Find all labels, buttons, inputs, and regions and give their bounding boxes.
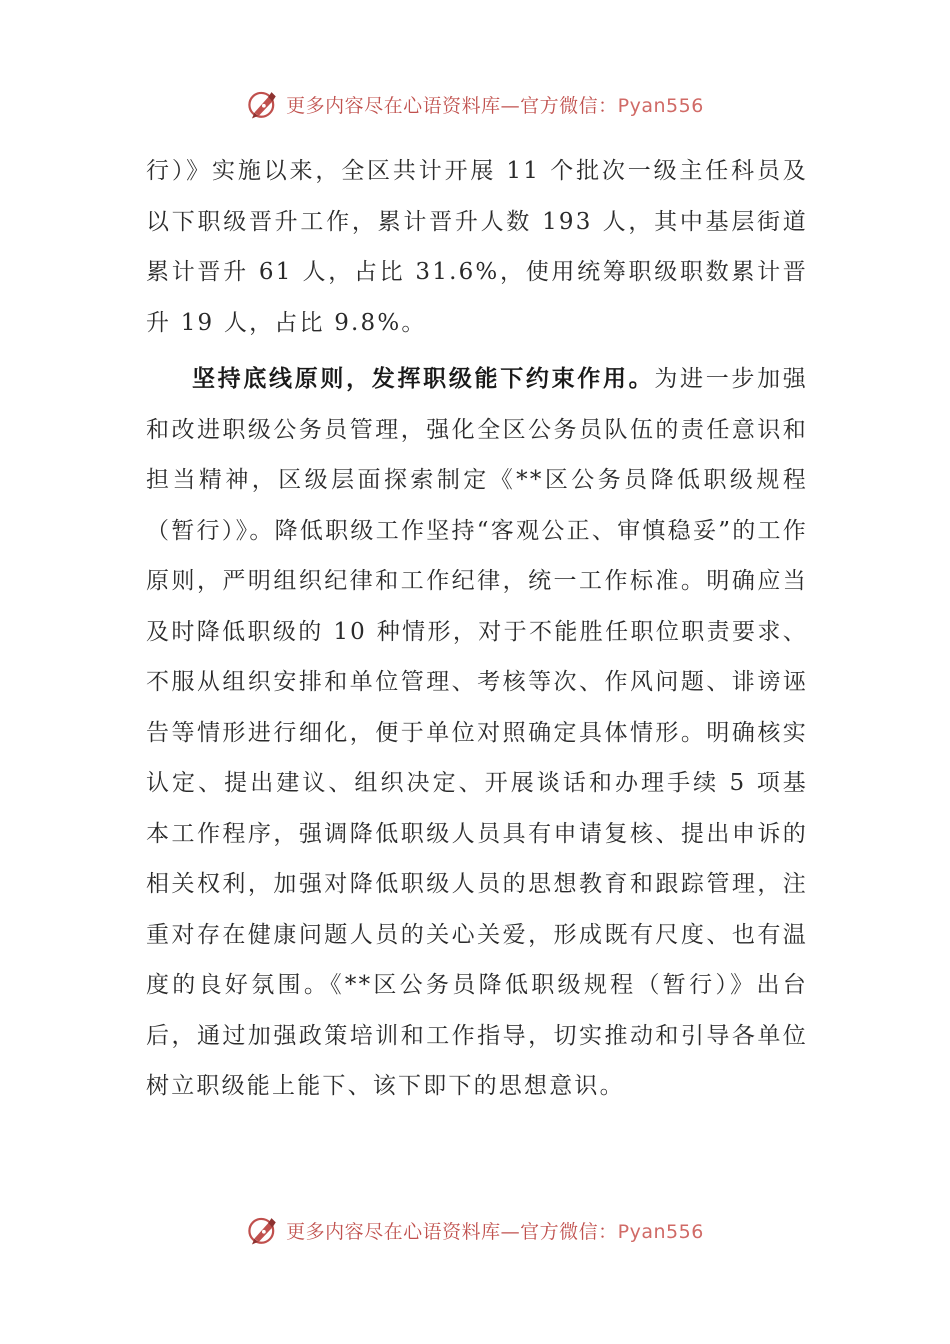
- pen-nib-logo-icon: [246, 87, 280, 121]
- footer-watermark: [0, 1208, 950, 1252]
- paragraph-2: [146, 354, 808, 1112]
- watermark-wechat-id: Pyan556: [617, 1220, 704, 1243]
- paragraph-2-lead: 坚持底线原则，发挥职级能下约束作用。: [192, 365, 655, 392]
- document-body: [146, 146, 808, 1112]
- paragraph-1: 行）》实施以来，全区共计开展 11 个批次一级主任科员及以下职级晋升工作，累计晋升人数 193 人，其中基层街道累计晋升 61 人，占比 31.6%，使用统筹职级职数累计晋升 19 人，占比 9.8%。: [146, 158, 808, 336]
- watermark-wechat-id: Pyan556: [617, 94, 704, 117]
- paragraph-2-body: 为进一步加强和改进职级公务员管理，强化全区公务员队伍的责任意识和担当精神，区级层面探索制定《**区公务员降低职级规程（暂行）》。降低职级工作坚持“客观公正、审慎稳妥”的工作原则，严明组织纪律和工作纪律，统一工作标准。明确应当及时降低职级的 10 种情形，对于不能胜任职位职责要求、不服从组织安排和单位管理、考核等次、作风问题、诽谤诬告等情形进行细化，便于单位对照确定具体情形。明确核实认定、提出建议、组织决定、开展谈话和办理手续 5 项基本工作程序，强调降低职级人员具有申请复核、提出申诉的相关权利，加强对降低职级人员的思想教育和跟踪管理，注重对存在健康问题人员的关心关爱，形成既有尺度、也有温度的良好氛围。《**区公务员降低职级规程（暂行）》出台后，通过加强政策培训和工作指导，切实推动和引导各单位树立职级能上能下、该下即下的思想意识。: [146, 366, 808, 1099]
- pen-nib-logo-icon: [246, 1213, 280, 1247]
- watermark-main-text: 更多内容尽在心语资料库—官方微信：: [286, 1220, 618, 1243]
- watermark-main-text: 更多内容尽在心语资料库—官方微信：: [286, 94, 618, 117]
- watermark-text: [286, 91, 704, 118]
- watermark-text: [286, 1217, 704, 1244]
- header-watermark: [0, 82, 950, 126]
